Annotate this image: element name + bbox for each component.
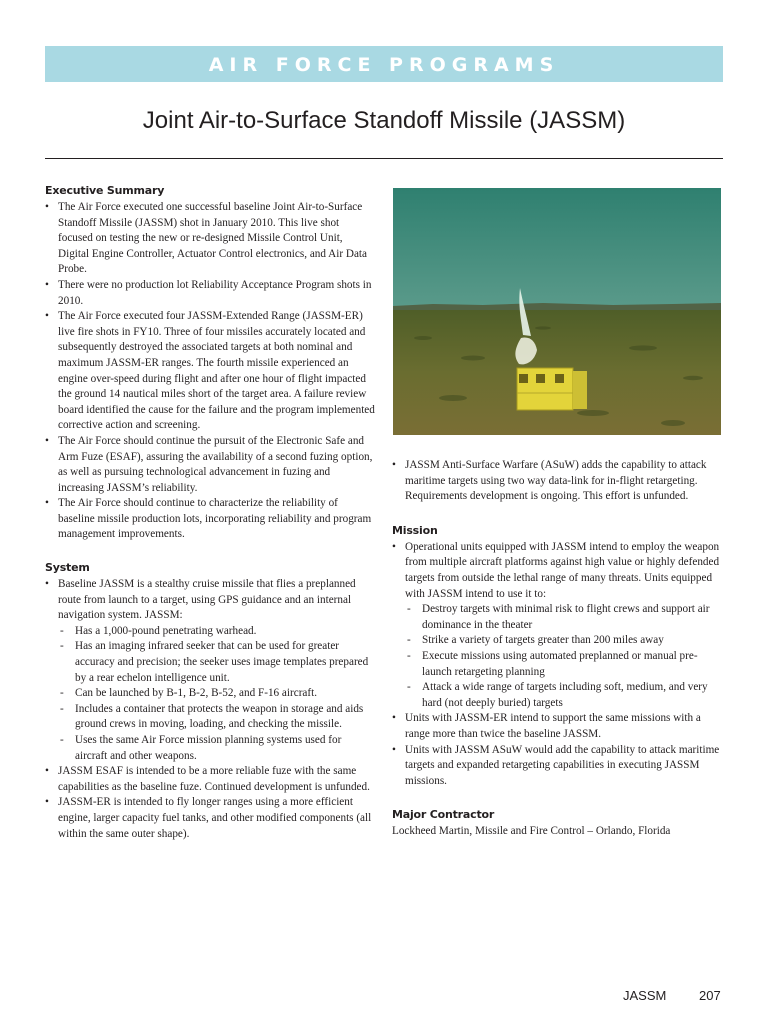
missile-impact-photo bbox=[393, 188, 721, 435]
major-contractor-heading: Major Contractor bbox=[392, 808, 495, 822]
list-item: - Has an imaging infrared seeker that can be used for greater accuracy and precision; the seeker uses image templates prepared by a rear echelon intelligence unit. bbox=[58, 639, 375, 686]
system-list bbox=[45, 577, 375, 842]
list-item: - Execute missions using automated preplanned or manual pre-launch retargeting planning bbox=[405, 649, 722, 680]
list-item: • Units with JASSM-ER intend to support the same missions with a range more than twice the baseline JASSM. bbox=[392, 711, 722, 742]
executive-summary-list bbox=[45, 200, 375, 543]
list-item: - Strike a variety of targets greater than 200 miles away bbox=[405, 633, 722, 649]
list-item: • JASSM ESAF is intended to be a more reliable fuze with the same capabilities as the baseline fuze. Continued development is unfunded. bbox=[45, 764, 375, 795]
title-divider bbox=[45, 158, 723, 159]
mission-list bbox=[392, 540, 722, 790]
list-item: - Includes a container that protects the weapon in storage and aids ground crews in moving, loading, and checking the missile. bbox=[58, 702, 375, 733]
footer-program-label: JASSM bbox=[623, 988, 667, 1003]
list-item: - Destroy targets with minimal risk to flight crews and support air dominance in the theater bbox=[405, 602, 722, 633]
page-title: Joint Air-to-Surface Standoff Missile (JASSM) bbox=[142, 107, 626, 134]
list-item: - Has a 1,000-pound penetrating warhead. bbox=[58, 624, 375, 640]
right-column bbox=[392, 458, 722, 840]
list-item: - Can be launched by B-1, B-2, B-52, and F-16 aircraft. bbox=[58, 686, 375, 702]
list-item: • JASSM-ER is intended to fly longer ranges using a more efficient engine, larger capacity fuel tanks, and other modified components (all within the same outer shape). bbox=[45, 795, 375, 842]
executive-summary-heading: Executive Summary bbox=[45, 184, 165, 197]
mission-heading: Mission bbox=[392, 523, 438, 537]
list-item bbox=[392, 540, 722, 712]
left-column bbox=[45, 183, 375, 842]
page-number: 207 bbox=[699, 988, 721, 1003]
major-contractor-text: Lockheed Martin, Missile and Fire Control – Orlando, Florida bbox=[392, 825, 671, 838]
section-banner: AIR FORCE PROGRAMS bbox=[45, 46, 723, 82]
list-item: - Uses the same Air Force mission planning systems used for aircraft and other weapons. bbox=[58, 733, 375, 764]
list-item: • The Air Force should continue the pursuit of the Electronic Safe and Arm Fuze (ESAF), assuring the availability of a second fuzing option, as well as pursuing technological advancement in fuzing and increasing JASSM’s reliability. bbox=[45, 434, 375, 496]
list-item: • The Air Force should continue to characterize the reliability of baseline missile production lots, incorporating reliability and program management improvements. bbox=[45, 496, 375, 543]
asuw-list bbox=[392, 458, 722, 505]
system-heading: System bbox=[45, 561, 90, 575]
system-intro: Baseline JASSM is a stealthy cruise missile that flies a preplanned route from launch to a target, using GPS guidance and an internal navigation system. JASSM: bbox=[58, 578, 356, 622]
list-item: • Units with JASSM ASuW would add the capability to attack maritime targets and expanded retargeting capabilities in executing JASSM missions. bbox=[392, 743, 722, 790]
list-item: - Attack a wide range of targets including soft, medium, and very hard (not deeply buried) targets bbox=[405, 680, 722, 711]
mission-sub-list bbox=[405, 602, 722, 711]
list-item: • There were no production lot Reliability Acceptance Program shots in 2010. bbox=[45, 278, 375, 309]
mission-intro: Operational units equipped with JASSM intend to employ the weapon from multiple aircraft platforms against high value or highly defended targets from outside the lethal range of many threats. Units equipped with JASSM intend to use it to: bbox=[405, 540, 720, 600]
list-item: • The Air Force executed one successful baseline Joint Air-to-Surface Standoff Missile (JASSM) shot in January 2010. This live shot focused on testing the new or re-designed Missile Control Unit, Digital Engine Controller, Actuator Control electronics, and Air Data Probe. bbox=[45, 200, 375, 278]
system-sub-list bbox=[58, 624, 375, 764]
list-item: • JASSM Anti-Surface Warfare (ASuW) adds the capability to attack maritime targets using two way data-link for in-flight retargeting. Requirements development is ongoing. This effort is unfunded. bbox=[392, 458, 722, 505]
list-item: • The Air Force executed four JASSM-Extended Range (JASSM-ER) live fire shots in FY10. Three of four missiles accurately located and subsequently destroyed the associated targets at both nominal and maximum JASSM-ER ranges. The fourth missile experienced an engine over-speed during flight and after one hour of flight impacted the ground 14 nautical miles short of the target area. A failure review board identified the cause for the failure and the program implemented corrective action and screening. bbox=[45, 309, 375, 434]
list-item bbox=[45, 577, 375, 764]
